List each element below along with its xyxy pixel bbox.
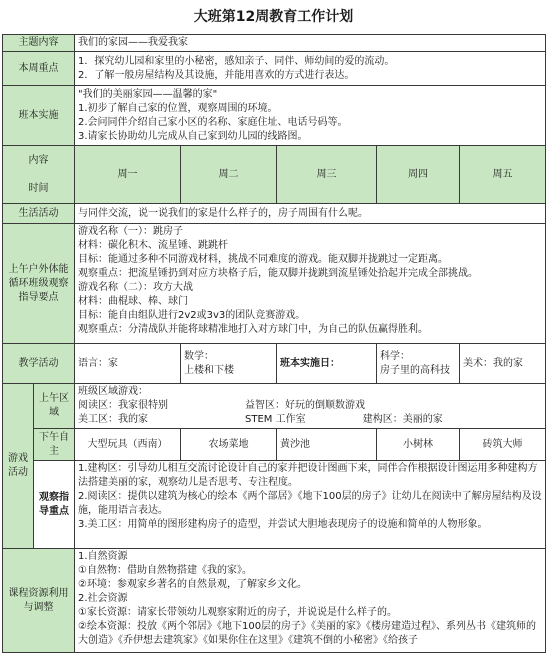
outdoor-line: 观察重点：把流星锤扔到对应方块格子后，能双脚并拢跳到流星锤处拾起并完成全部挑战。 [78, 268, 478, 279]
day-friday: 周五 [460, 146, 546, 204]
resources-row [3, 549, 546, 653]
class-practice-line: 3.请家长协助幼儿完成从自己家到幼儿园的线路图。 [78, 130, 308, 142]
weekly-goals-row [3, 52, 546, 86]
teaching-thursday [377, 344, 460, 384]
resources-label: 课程资源利用与调整 [3, 549, 75, 653]
weekly-goal-line: 1．探究幼儿园和家里的小秘密，感知亲子、同伴、师幼间的爱的流动。 [78, 55, 395, 67]
game-pm-item: 农场菜地 [181, 429, 277, 461]
game-am-line: 班级区域游戏： [78, 386, 148, 397]
resources-content [75, 549, 546, 653]
class-practice-line: "我们的美丽家园——温馨的家" [78, 88, 218, 100]
weekly-goal-line: 2．了解一般房屋结构及其设施，并能用喜欢的方式进行表达。 [78, 69, 355, 81]
resources-line: ②环境：参观家乡著名的自然景观，了解家乡文化。 [78, 579, 307, 590]
game-am-line [78, 413, 542, 427]
day-monday: 周一 [75, 146, 181, 204]
resources-line: ②绘本资源：投放《两个邻居》《地下100层的房子》《美丽的家》《楼房建造过程》、系列丛书《建筑师的大创造》《乔伊想去建筑家》《如果你住在这里》《建筑不倒的小秘密》《给孩子 [78, 621, 537, 646]
header-label-content: 内容 [28, 154, 49, 166]
game-pm-row [3, 429, 546, 461]
game-observation-line: 2.阅读区：提供以建筑为核心的绘本《两个部居》《地下100层的房子》让幼儿在阅读中了解房屋结构及设施，能用语言表达。 [78, 491, 542, 516]
game-am-area: 益智区：好玩的倒顺数游戏 [245, 400, 365, 411]
theme-label: 主题内容 [3, 35, 75, 52]
day-tuesday: 周二 [181, 146, 277, 204]
outdoor-line: 观察重点：分清战队并能将球精准地打入对方球门中，为自己的队伍赢得胜利。 [78, 324, 428, 335]
header-label-time: 时间 [28, 182, 49, 194]
game-am-row [3, 384, 546, 429]
life-label: 生活活动 [3, 204, 75, 224]
day-thursday: 周四 [377, 146, 460, 204]
game-pm-item: 砖筑大师 [460, 429, 546, 461]
class-practice-row [3, 86, 546, 146]
game-pm-item: 小树林 [377, 429, 460, 461]
game-am-label: 上午区域 [34, 384, 75, 429]
outdoor-content [75, 224, 546, 344]
outdoor-line: 目标：能自由组队进行2v2或3v3的团队竞赛游戏。 [78, 310, 306, 321]
game-pm-item: 黄沙池 [277, 429, 377, 461]
life-content: 与同伴交流，说一说我们的家是什么样子的，房子周围有什么呢。 [75, 204, 546, 224]
resources-line: ①家长资源：请家长带领幼儿观察家附近的房子，并说说是什么样子的。 [78, 607, 397, 618]
life-row [3, 204, 546, 224]
outdoor-line: 材料：碳化积木、流星锤、跳跳杆 [78, 240, 228, 251]
game-pm-item: 大型玩具（西南） [75, 429, 181, 461]
game-label: 游戏活动 [3, 384, 34, 549]
teaching-friday: 美术：我的家 [460, 344, 546, 384]
header-row [3, 146, 546, 204]
outdoor-line: 游戏名称（二）：攻方大战 [78, 282, 193, 293]
class-practice-line: 2.会问同伴介绍自己家小区的名称、家庭住址、电话号码等。 [78, 116, 348, 128]
teaching-monday: 语言：家 [75, 344, 181, 384]
teaching-thursday-topic: 房子里的高科技 [380, 364, 450, 376]
game-observation-line: 3.美工区：用简单的图形建构房子的造型，并尝试大胆地表现房子的设施和简单的人物形象。 [78, 519, 488, 530]
game-am-content [75, 384, 546, 429]
game-observation-content [75, 461, 546, 549]
outdoor-line: 材料：曲棍球、棒、球门 [78, 296, 188, 307]
teaching-tuesday-topic: 上楼和下楼 [184, 364, 234, 376]
game-observation-line: 1.建构区：引导幼儿相互交流讨论设计自己的家并把设计图画下来，同伴合作根据设计图运用多种建构方法搭建美丽的家，观察幼儿是否思考、专注程度。 [78, 463, 538, 488]
resources-line: 1.自然资源 [78, 551, 128, 562]
outdoor-label: 上午户外体能循环班级观察指导要点 [3, 224, 75, 344]
class-practice-label: 班本实施 [3, 86, 75, 146]
outdoor-row [3, 224, 546, 344]
teaching-row [3, 344, 546, 384]
game-observation-label: 观察指导重点 [34, 461, 75, 549]
weekly-goals-label: 本周重点 [3, 52, 75, 86]
header-label [3, 146, 75, 204]
weekly-goals-content [75, 52, 546, 86]
plan-table [2, 34, 546, 653]
class-practice-line: 1.初步了解自己家的位置，观察周围的环境。 [78, 102, 278, 114]
day-wednesday: 周三 [277, 146, 377, 204]
resources-line: 2.社会资源 [78, 593, 128, 604]
theme-content: 我们的家园——我爱我家 [75, 35, 546, 52]
game-pm-label: 下午自主 [34, 429, 75, 461]
theme-row [3, 35, 546, 52]
game-am-area: 阅读区：我家很特别 [78, 400, 168, 411]
outdoor-line: 游戏名称（一）：跳房子 [78, 226, 183, 237]
teaching-label: 教学活动 [3, 344, 75, 384]
game-am-line [78, 399, 542, 413]
game-am-area: 美工区：我的家 [78, 414, 148, 425]
game-am-area: STEM 工作室 建构区：美丽的家 [245, 414, 443, 425]
page-title: 大班第12周教育工作计划 [193, 9, 354, 25]
game-observation-row [3, 461, 546, 549]
teaching-tuesday-subject: 数学： [184, 350, 214, 362]
outdoor-line: 目标：能通过多种不同游戏材料，挑战不同难度的游戏。能双脚并拢跳过一定距离。 [78, 254, 448, 265]
teaching-tuesday [181, 344, 277, 384]
class-practice-content [75, 86, 546, 146]
teaching-thursday-subject: 科学： [380, 350, 410, 362]
teaching-wednesday: 班本实施日： [277, 344, 377, 384]
resources-line: ①自然物：借助自然物搭建《我的家》。 [78, 565, 252, 576]
